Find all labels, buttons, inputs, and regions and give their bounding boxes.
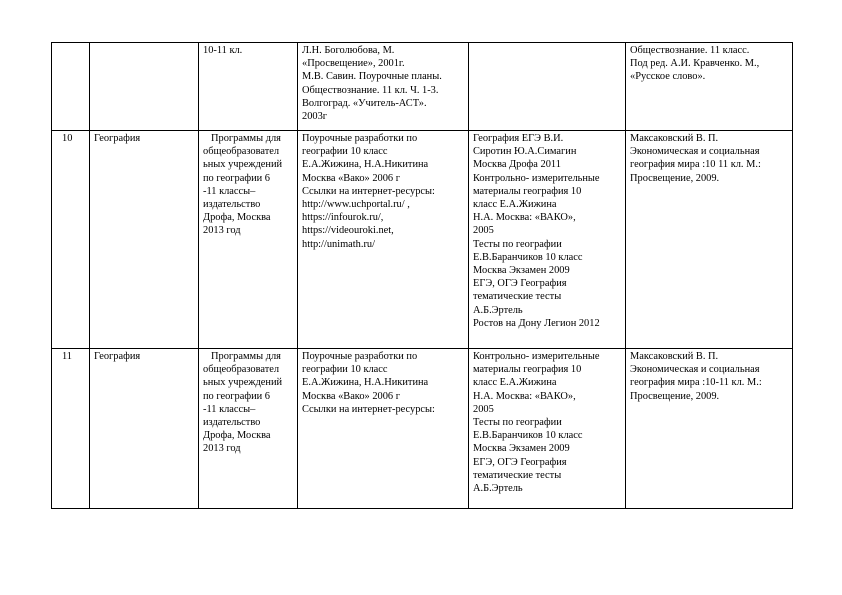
- subject-name: География: [94, 133, 141, 144]
- cell-text-line: ьных учреждений: [203, 159, 283, 171]
- control-materials-cell: [469, 349, 626, 509]
- cell-text-line: география мира :10-11 кл. М.:: [630, 377, 762, 389]
- row-number-cell: [52, 43, 90, 131]
- cell-text-line: Ростов на Дону Легион 2012: [473, 317, 600, 329]
- cell-text-line: Ссылки на интернет-ресурсы:: [302, 403, 435, 415]
- subject-cell: [90, 349, 199, 509]
- cell-text-line: Ссылки на интернет-ресурсы:: [302, 185, 435, 197]
- cell-text-line: Волгоград. «Учитель-АСТ».: [302, 97, 427, 109]
- row-number-cell: [52, 349, 90, 509]
- methodical-support-cell: [298, 43, 469, 131]
- cell-text-line: 10-11 кл.: [203, 45, 243, 56]
- cell-text-line: ЕГЭ, ОГЭ География: [473, 278, 567, 290]
- cell-text-line: Москва Экзамен 2009: [473, 443, 570, 455]
- cell-text-line: Контрольно- измерительные: [473, 351, 600, 362]
- table-row: [52, 349, 793, 509]
- control-materials-cell: [469, 131, 626, 349]
- cell-text-line: 2013 год: [203, 443, 241, 455]
- cell-text-line: общеобразовател: [203, 146, 280, 158]
- cell-text-line: Е.В.Баранчиков 10 класс: [473, 251, 583, 263]
- table-row: [52, 131, 793, 349]
- cell-text-line: Просвещение, 2009.: [630, 390, 720, 402]
- cell-text-line: Просвещение, 2009.: [630, 172, 720, 184]
- cell-text-line: http://unimath.ru/: [302, 238, 376, 250]
- curriculum-table: [51, 42, 793, 509]
- cell-text-line: Поурочные разработки по: [302, 351, 418, 362]
- cell-text-line: издательство: [203, 417, 261, 429]
- cell-text-line: ьных учреждений: [203, 377, 283, 389]
- cell-text-line: 2003г: [302, 111, 328, 123]
- cell-text-line: А.Б.Эртель: [473, 483, 523, 495]
- cell-text-line: Программы для: [211, 351, 281, 362]
- literature-cell: [626, 43, 793, 131]
- cell-text-line: Тесты по географии: [473, 238, 562, 250]
- cell-text-line: географии 10 класс: [302, 146, 388, 158]
- cell-text-line: 2013 год: [203, 225, 241, 237]
- cell-text-line: издательство: [203, 199, 261, 211]
- methodical-support-cell: [298, 131, 469, 349]
- cell-text-line: общеобразовател: [203, 364, 280, 376]
- cell-text-line: тематические тесты: [473, 469, 562, 481]
- cell-text-line: «Русское слово».: [630, 71, 706, 83]
- cell-text-line: -11 классы–: [203, 403, 256, 415]
- cell-text-line: Под ред. А.И. Кравченко. М.,: [630, 58, 760, 70]
- literature-cell: [626, 349, 793, 509]
- cell-text-line: Л.Н. Боголюбова, М.: [302, 45, 395, 56]
- cell-text-line: по географии 6: [203, 390, 271, 402]
- program-cell: [199, 349, 298, 509]
- cell-text-line: по географии 6: [203, 172, 271, 184]
- table-body: [52, 43, 793, 509]
- cell-text-line: Н.А. Москва: «ВАКО»,: [473, 212, 576, 224]
- cell-text-line: Контрольно- измерительные: [473, 172, 600, 184]
- cell-text-line: Москва Дрофа 2011: [473, 159, 561, 171]
- program-cell: [199, 131, 298, 349]
- cell-text-line: https://infourok.ru/,: [302, 212, 384, 224]
- subject-cell: [90, 43, 199, 131]
- control-materials-cell: [469, 43, 626, 131]
- cell-text-line: Сиротин Ю.А.Симагин: [473, 146, 577, 158]
- cell-text-line: Москва «Вако» 2006 г: [302, 390, 400, 402]
- cell-text-line: географии 10 класс: [302, 364, 388, 376]
- row-number-cell: [52, 131, 90, 349]
- cell-text-line: Е.А.Жижина, Н.А.Никитина: [302, 159, 429, 171]
- row-number: 10: [62, 133, 73, 144]
- cell-text-line: класс Е.А.Жижина: [473, 199, 557, 211]
- program-cell: [199, 43, 298, 131]
- cell-text-line: Экономическая и социальная: [630, 146, 760, 158]
- cell-text-line: ЕГЭ, ОГЭ География: [473, 456, 567, 468]
- cell-text-line: класс Е.А.Жижина: [473, 377, 557, 389]
- cell-text-line: Программы для: [211, 133, 281, 144]
- cell-text-line: Тесты по географии: [473, 417, 562, 429]
- methodical-support-cell: [298, 349, 469, 509]
- cell-text-line: 2005: [473, 225, 494, 237]
- cell-text-line: Максаковский В. П.: [630, 133, 719, 144]
- cell-text-line: Максаковский В. П.: [630, 351, 719, 362]
- cell-text-line: География ЕГЭ В.И.: [473, 133, 564, 144]
- cell-text-line: Москва «Вако» 2006 г: [302, 172, 400, 184]
- cell-text-line: 2005: [473, 403, 494, 415]
- cell-text-line: Е.В.Баранчиков 10 класс: [473, 430, 583, 442]
- subject-name: География: [94, 351, 141, 362]
- cell-text-line: https://videouroki.net,: [302, 225, 394, 237]
- cell-text-line: Экономическая и социальная: [630, 364, 760, 376]
- cell-text-line: Дрофа, Москва: [203, 212, 271, 224]
- cell-text-line: материалы география 10: [473, 364, 582, 376]
- cell-text-line: Дрофа, Москва: [203, 430, 271, 442]
- row-number: 11: [62, 351, 73, 362]
- cell-text-line: А.Б.Эртель: [473, 304, 523, 316]
- cell-text-line: http://www.uchportal.ru/ ,: [302, 199, 410, 211]
- cell-text-line: Москва Экзамен 2009: [473, 265, 570, 277]
- cell-text-line: -11 классы–: [203, 185, 256, 197]
- cell-text-line: Обществознание. 11 кл. Ч. 1-3.: [302, 84, 439, 96]
- cell-text-line: материалы география 10: [473, 185, 582, 197]
- cell-text-line: М.В. Савин. Поурочные планы.: [302, 71, 442, 83]
- cell-text-line: география мира :10 11 кл. М.:: [630, 159, 761, 171]
- cell-text-line: Н.А. Москва: «ВАКО»,: [473, 390, 576, 402]
- literature-cell: [626, 131, 793, 349]
- table-row: [52, 43, 793, 131]
- subject-cell: [90, 131, 199, 349]
- cell-text-line: Е.А.Жижина, Н.А.Никитина: [302, 377, 429, 389]
- cell-text-line: Поурочные разработки по: [302, 133, 418, 144]
- cell-text-line: Обществознание. 11 класс.: [630, 45, 750, 56]
- cell-text-line: «Просвещение», 2001г.: [302, 58, 405, 70]
- cell-text-line: тематические тесты: [473, 291, 562, 303]
